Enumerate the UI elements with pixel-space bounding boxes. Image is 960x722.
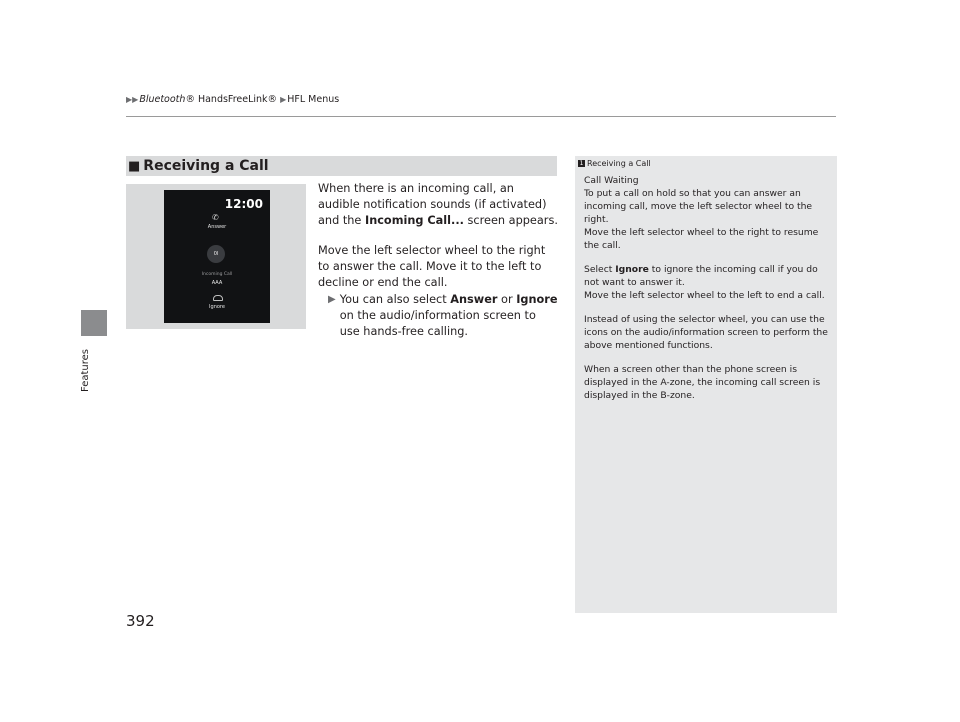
incoming-call-term: Incoming Call... <box>364 214 464 227</box>
sidebar-heading-text: Receiving a Call <box>587 159 651 168</box>
paragraph-selector-wheel: Move the left selector wheel to the right to answer the call. Move it to the left to decline or end the call. <box>318 244 546 289</box>
sidebar-heading <box>578 159 651 168</box>
breadcrumb-item-handsfreelink[interactable]: ® HandsFreeLink® <box>185 94 278 105</box>
ignore-term: Ignore <box>615 264 649 275</box>
section-square-icon: ■ <box>128 158 141 174</box>
screen-incoming-label: Incoming Call <box>201 272 233 277</box>
arrow-icon: ▶ <box>280 95 287 104</box>
screen-caller-name: AAA <box>211 280 223 286</box>
text-run: on the audio/information screen to use hands-free calling. <box>339 309 536 338</box>
sub-note <box>328 292 558 340</box>
reference-number-icon: 1 <box>579 160 584 167</box>
paragraph-intro <box>318 181 558 229</box>
sidebar-body <box>584 174 832 402</box>
chapter-label: Features <box>80 349 91 392</box>
text-run: screen appears. <box>463 214 558 227</box>
sidebar-subheading: Call Waiting <box>584 175 639 186</box>
hang-up-icon <box>213 295 223 301</box>
arrow-icon: ▶ <box>328 294 336 305</box>
text-run: Select <box>584 264 616 275</box>
ignore-term: Ignore <box>516 293 558 306</box>
text-run: to ignore the incoming call if you do not want to answer it. <box>584 264 818 288</box>
screen-answer-label: Answer <box>207 224 227 230</box>
sidebar-paragraph: To put a call on hold so that you can answer an incoming call, move the left selector wheel to the right. <box>584 188 813 225</box>
sub-note-text <box>340 292 558 340</box>
breadcrumb-item-bluetooth[interactable]: Bluetooth <box>139 94 186 105</box>
sidebar-paragraph <box>584 263 832 289</box>
notes-sidebar <box>575 156 837 613</box>
main-body <box>318 181 558 340</box>
screen-ignore-label: Ignore <box>209 304 225 310</box>
text-run: You can also select <box>339 293 451 306</box>
sidebar-paragraph: When a screen other than the phone screen is displayed in the A-zone, the incoming call screen is displayed in the B-zone. <box>584 364 821 401</box>
chapter-tab-marker <box>81 310 107 336</box>
phone-icon: ✆ <box>212 213 219 222</box>
page-number: 392 <box>126 612 155 630</box>
sidebar-paragraph: Move the left selector wheel to the right to resume the call. <box>584 227 819 251</box>
header-divider <box>126 116 836 117</box>
sidebar-paragraph: Instead of using the selector wheel, you can use the icons on the audio/information screen to perform the above mentioned functions. <box>584 314 828 351</box>
screen-figure <box>126 184 306 329</box>
contact-avatar: 0l <box>207 245 225 263</box>
sidebar-paragraph: Move the left selector wheel to the left to end a call. <box>584 290 825 301</box>
incoming-call-screen <box>164 190 270 323</box>
text-run: When there is an incoming call, an audible notification sounds (if activated) and the <box>318 182 547 227</box>
text-run: or <box>497 293 517 306</box>
breadcrumb-item-hfl-menus[interactable]: HFL Menus <box>287 94 340 105</box>
answer-term: Answer <box>450 293 498 306</box>
double-arrow-icon: ▶▶ <box>126 95 139 104</box>
section-title: Receiving a Call <box>143 158 269 174</box>
screen-clock: 12:00 <box>224 197 263 211</box>
breadcrumb <box>126 94 339 105</box>
section-heading <box>126 156 557 176</box>
